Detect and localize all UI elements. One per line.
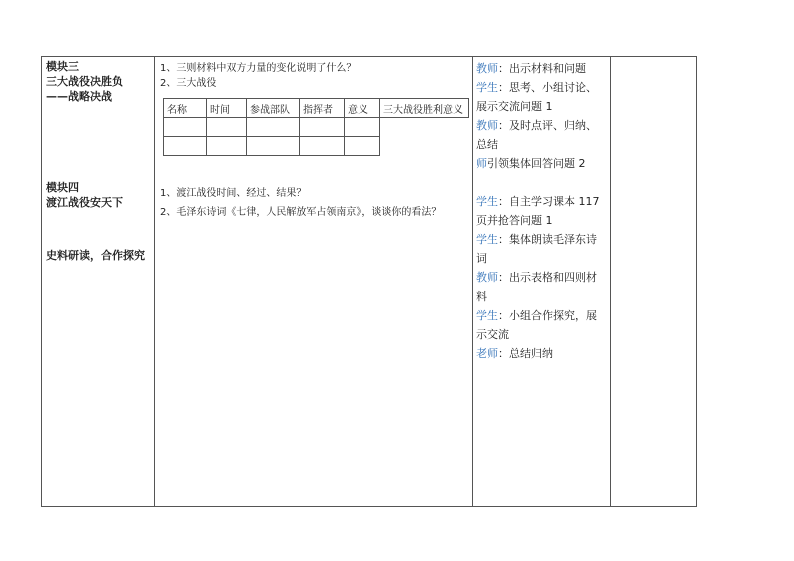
table-row: [164, 118, 469, 137]
table-cell: [300, 137, 345, 156]
table-header-cell: 意义: [345, 99, 380, 118]
role-label: 老师: [476, 347, 498, 360]
question-1: 1、三则材料中双方力量的变化说明了什么？: [160, 63, 357, 74]
activity-text: ：出示材料和问题: [498, 62, 586, 75]
activity-column: [476, 59, 610, 363]
role-label: 教师: [476, 119, 498, 132]
activity-line: 总结: [476, 138, 498, 151]
table-cell: [207, 118, 247, 137]
activity-text: 引领集体回答问题 2: [487, 157, 586, 170]
method-label: 史料研读，合作探究: [46, 249, 145, 262]
activity-line: [476, 230, 610, 249]
table-header-cell: 时间: [207, 99, 247, 118]
table-cell: [345, 118, 380, 137]
table-header-row: [164, 99, 469, 118]
table-header-cell: 参战部队: [247, 99, 300, 118]
question-4: 2、毛泽东诗词《七律，人民解放军占领南京》，谈谈你的看法？: [160, 207, 442, 218]
table-cell: [207, 137, 247, 156]
battles-table: [163, 98, 469, 156]
activity-text: ：集体朗读毛泽东诗: [498, 233, 597, 246]
activity-line: 展示交流问题 1: [476, 100, 553, 113]
role-label: 学生: [476, 195, 498, 208]
activity-line: 页并抢答问题 1: [476, 214, 553, 227]
table-cell: [300, 118, 345, 137]
role-label: 学生: [476, 309, 498, 322]
activity-line: 词: [476, 252, 487, 265]
activity-line: [476, 192, 610, 211]
activity-line: [476, 268, 610, 287]
role-label: 学生: [476, 81, 498, 94]
activity-text: ：小组合作探究，展: [498, 309, 597, 322]
table-cell-merged: [380, 118, 469, 156]
activity-line: [476, 116, 610, 135]
activity-line: [476, 344, 610, 363]
activity-line: [476, 78, 610, 97]
activity-text: ：及时点评、归纳、: [498, 119, 597, 132]
table-cell: [247, 137, 300, 156]
module3-subtitle: 三大战役决胜负: [46, 75, 123, 88]
activity-line: [476, 154, 610, 173]
column-divider: [472, 57, 473, 506]
table-cell: [164, 137, 207, 156]
activity-line: 示交流: [476, 328, 509, 341]
table-cell: [247, 118, 300, 137]
role-label: 教师: [476, 271, 498, 284]
column-divider: [154, 57, 155, 506]
module3-subtitle-2: ——战略决战: [46, 90, 112, 103]
question-3: 1、渡江战役时间、经过、结果？: [160, 188, 307, 199]
table-cell: [164, 118, 207, 137]
activity-line: 料: [476, 290, 487, 303]
role-label: 学生: [476, 233, 498, 246]
role-label: 师: [476, 157, 487, 170]
activity-text: ：自主学习课本 117: [498, 195, 600, 208]
table-header-cell: 名称: [164, 99, 207, 118]
column-divider: [610, 57, 611, 506]
lesson-plan-table: [41, 56, 697, 507]
module4-subtitle: 渡江战役安天下: [46, 196, 123, 209]
table-header-cell: 三大战役胜利意义: [380, 99, 469, 118]
module-column: [46, 59, 154, 263]
activity-line: [476, 306, 610, 325]
activity-text: ：思考、小组讨论、: [498, 81, 597, 94]
activity-text: ：总结归纳: [498, 347, 553, 360]
question-2: 2、三大战役: [160, 78, 217, 89]
table-header-cell: 指挥者: [300, 99, 345, 118]
role-label: 教师: [476, 62, 498, 75]
table-cell: [345, 137, 380, 156]
module3-title: 模块三: [46, 60, 79, 73]
module4-title: 模块四: [46, 181, 79, 194]
activity-text: ：出示表格和四则材: [498, 271, 597, 284]
activity-line: [476, 59, 610, 78]
